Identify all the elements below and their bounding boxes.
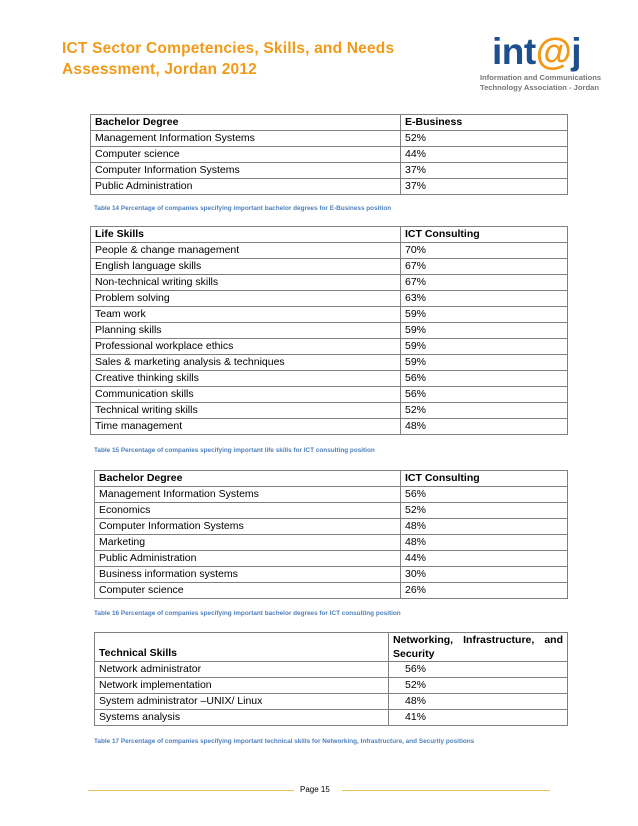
row-label: Sales & marketing analysis & techniques	[91, 355, 401, 371]
table-15	[90, 226, 568, 435]
table-row	[95, 678, 568, 694]
footer-rule-right	[342, 790, 550, 791]
row-label: Technical writing skills	[91, 403, 401, 419]
row-label: Computer Information Systems	[95, 519, 401, 535]
column-header: Life Skills	[91, 227, 401, 243]
row-value: 37%	[401, 179, 568, 195]
row-value: 67%	[401, 275, 568, 291]
table-row	[91, 403, 568, 419]
row-value: 63%	[401, 291, 568, 307]
row-value: 59%	[401, 339, 568, 355]
row-label: Marketing	[95, 535, 401, 551]
row-label: Business information systems	[95, 567, 401, 583]
table-15-caption: Table 15 Percentage of companies specifying important life skills for ICT consulting position	[94, 447, 375, 454]
row-label: Network administrator	[95, 662, 389, 678]
table-row	[95, 535, 568, 551]
logo-word-end: j	[571, 31, 582, 72]
table-header-row	[95, 471, 568, 487]
row-value: 37%	[401, 163, 568, 179]
row-label: Non-technical writing skills	[91, 275, 401, 291]
table-row	[91, 179, 568, 195]
row-label: Time management	[91, 419, 401, 435]
table-row	[91, 291, 568, 307]
column-header: Bachelor Degree	[91, 115, 401, 131]
logo-wordmark	[492, 32, 581, 72]
table-14-caption: Table 14 Percentage of companies specifying important bachelor degrees for E-Business position	[94, 205, 392, 212]
table-row	[95, 503, 568, 519]
table-row	[95, 583, 568, 599]
row-label: Computer Information Systems	[91, 163, 401, 179]
column-header: ICT Consulting	[401, 227, 568, 243]
column-header: Bachelor Degree	[95, 471, 401, 487]
table-row	[91, 131, 568, 147]
row-label: Computer science	[91, 147, 401, 163]
document-title: ICT Sector Competencies, Skills, and Needs Assessment, Jordan 2012	[62, 40, 395, 78]
table-row	[95, 551, 568, 567]
row-value: 52%	[389, 678, 568, 694]
logo-at-symbol: @	[535, 31, 572, 72]
table-16-caption: Table 16 Percentage of companies specifying important bachelor degrees for ICT consulting position	[94, 610, 401, 617]
row-value: 44%	[401, 147, 568, 163]
table-row	[91, 371, 568, 387]
table-17	[94, 632, 568, 726]
table-row	[91, 163, 568, 179]
row-label: Team work	[91, 307, 401, 323]
table-row	[91, 339, 568, 355]
column-header: ICT Consulting	[401, 471, 568, 487]
table-row	[95, 567, 568, 583]
row-label: Communication skills	[91, 387, 401, 403]
row-label: People & change management	[91, 243, 401, 259]
row-value: 48%	[389, 694, 568, 710]
logo-tagline	[480, 73, 628, 92]
table-row	[91, 387, 568, 403]
row-label: Management Information Systems	[95, 487, 401, 503]
intaj-logo	[478, 32, 628, 102]
row-value: 48%	[401, 519, 568, 535]
table-17-caption: Table 17 Percentage of companies specifying important technical skills for Networking, Infrastructure, and Security positions	[94, 738, 475, 745]
row-value: 70%	[401, 243, 568, 259]
column-header: Technical Skills	[95, 633, 389, 662]
row-value: 56%	[389, 662, 568, 678]
row-value: 52%	[401, 503, 568, 519]
row-value: 56%	[401, 387, 568, 403]
row-label: Problem solving	[91, 291, 401, 307]
row-value: 52%	[401, 131, 568, 147]
table-header-row	[91, 227, 568, 243]
row-value: 59%	[401, 355, 568, 371]
row-value: 59%	[401, 307, 568, 323]
row-label: Economics	[95, 503, 401, 519]
row-label: Creative thinking skills	[91, 371, 401, 387]
row-value: 48%	[401, 535, 568, 551]
table-row	[95, 662, 568, 678]
table-header-row	[91, 115, 568, 131]
table-row	[91, 307, 568, 323]
row-value: 56%	[401, 487, 568, 503]
row-label: Computer science	[95, 583, 401, 599]
row-value: 48%	[401, 419, 568, 435]
table-row	[91, 259, 568, 275]
row-label: Planning skills	[91, 323, 401, 339]
row-value: 52%	[401, 403, 568, 419]
page-number: Page 15	[300, 785, 330, 794]
column-header: E-Business	[401, 115, 568, 131]
row-label: English language skills	[91, 259, 401, 275]
row-value: 26%	[401, 583, 568, 599]
table-row	[91, 243, 568, 259]
row-value: 44%	[401, 551, 568, 567]
table-row	[95, 694, 568, 710]
column-header: Networking, Infrastructure, and Security	[389, 633, 568, 662]
row-label: Professional workplace ethics	[91, 339, 401, 355]
footer-rule-left	[88, 790, 294, 791]
row-label: Management Information Systems	[91, 131, 401, 147]
logo-tagline-line2: Technology Association - Jordan	[480, 82, 599, 92]
table-row	[95, 487, 568, 503]
row-label: Network implementation	[95, 678, 389, 694]
row-value: 67%	[401, 259, 568, 275]
table-header-row	[95, 633, 568, 662]
row-value: 59%	[401, 323, 568, 339]
table-row	[91, 355, 568, 371]
row-label: System administrator –UNIX/ Linux	[95, 694, 389, 710]
table-row	[95, 710, 568, 726]
logo-word-start: int	[492, 31, 536, 72]
table-16	[94, 470, 568, 599]
table-row	[95, 519, 568, 535]
row-value: 41%	[389, 710, 568, 726]
row-value: 56%	[401, 371, 568, 387]
row-label: Systems analysis	[95, 710, 389, 726]
table-row	[91, 275, 568, 291]
table-row	[91, 323, 568, 339]
logo-tagline-line1: Information and Communications	[480, 73, 602, 82]
table-14	[90, 114, 568, 195]
row-label: Public Administration	[95, 551, 401, 567]
table-row	[91, 147, 568, 163]
table-row	[91, 419, 568, 435]
row-value: 30%	[401, 567, 568, 583]
row-label: Public Administration	[91, 179, 401, 195]
